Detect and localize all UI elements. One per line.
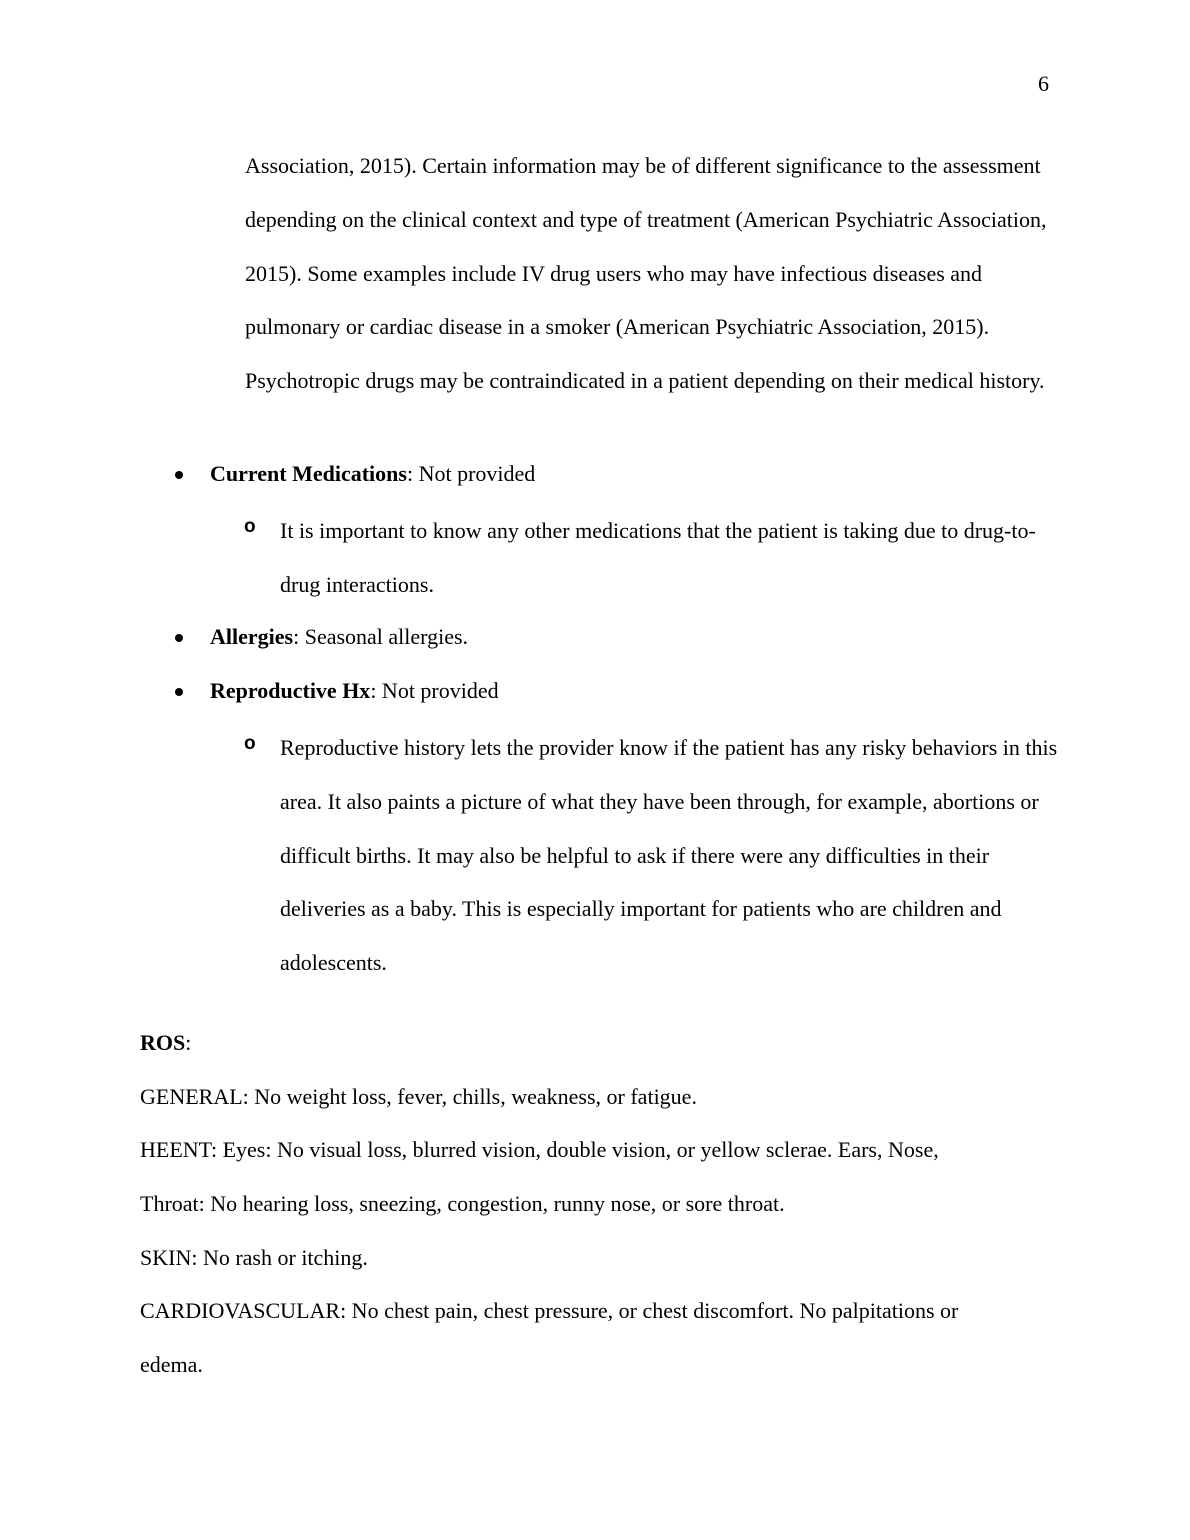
sub-bullet-marker-icon: o (244, 516, 256, 537)
page-number: 6 (1038, 71, 1049, 96)
ros-heading-suffix: : (185, 1030, 192, 1055)
bullet-dot-icon (175, 688, 185, 698)
bullet-value: : Not provided (406, 461, 536, 486)
sub-bullet-text: It is important to know any other medications that the patient is taking due to drug-to-drug interactions. (280, 518, 1036, 597)
sub-bullet-marker-icon: o (244, 733, 256, 754)
ros-line: SKIN: No rash or itching. (140, 1245, 368, 1270)
ros-heading-label: ROS (140, 1030, 186, 1055)
bullet-text (210, 624, 468, 650)
ros-line: CARDIOVASCULAR: No chest pain, chest pressure, or chest discomfort. No palpitations or (140, 1298, 959, 1323)
ros-heading (140, 1029, 191, 1057)
ros-line: HEENT: Eyes: No visual loss, blurred vision, double vision, or yellow sclerae. Ears, Nose, (140, 1137, 939, 1162)
bullet-text (210, 461, 535, 487)
bullet-label: Reproductive Hx (210, 678, 371, 703)
bullet-label: Allergies (210, 624, 294, 649)
ros-line: edema. (140, 1352, 203, 1377)
bullet-dot-icon (175, 471, 185, 481)
ros-line: GENERAL: No weight loss, fever, chills, weakness, or fatigue. (140, 1084, 697, 1109)
sub-bullet-text: Reproductive history lets the provider know if the patient has any risky behaviors in this area. It also paints a picture of what they have been through, for example, abortions or difficult births. It may also be helpful to ask if there were any difficulties in their deliveries as a baby. This is especially important for patients who are children and adolescents. (280, 735, 1058, 976)
ros-line: Throat: No hearing loss, sneezing, congestion, runny nose, or sore throat. (140, 1191, 785, 1216)
bullet-value: : Seasonal allergies. (293, 624, 469, 649)
bullet-value: : Not provided (370, 678, 499, 703)
bullet-text (210, 678, 499, 704)
bullet-label: Current Medications (210, 461, 407, 486)
intro-paragraph: Association, 2015). Certain information may be of different significance to the assessment depending on the clinical context and type of treatment (American Psychiatric Association, 2015). Some examples include IV drug users who may have infectious diseases and pulmonary or cardiac disease in a smoker (American Psychiatric Association, 2015). Psychotropic drugs may be contraindicated in a patient depending on their medical history. (245, 153, 1047, 394)
bullet-dot-icon (175, 634, 185, 644)
